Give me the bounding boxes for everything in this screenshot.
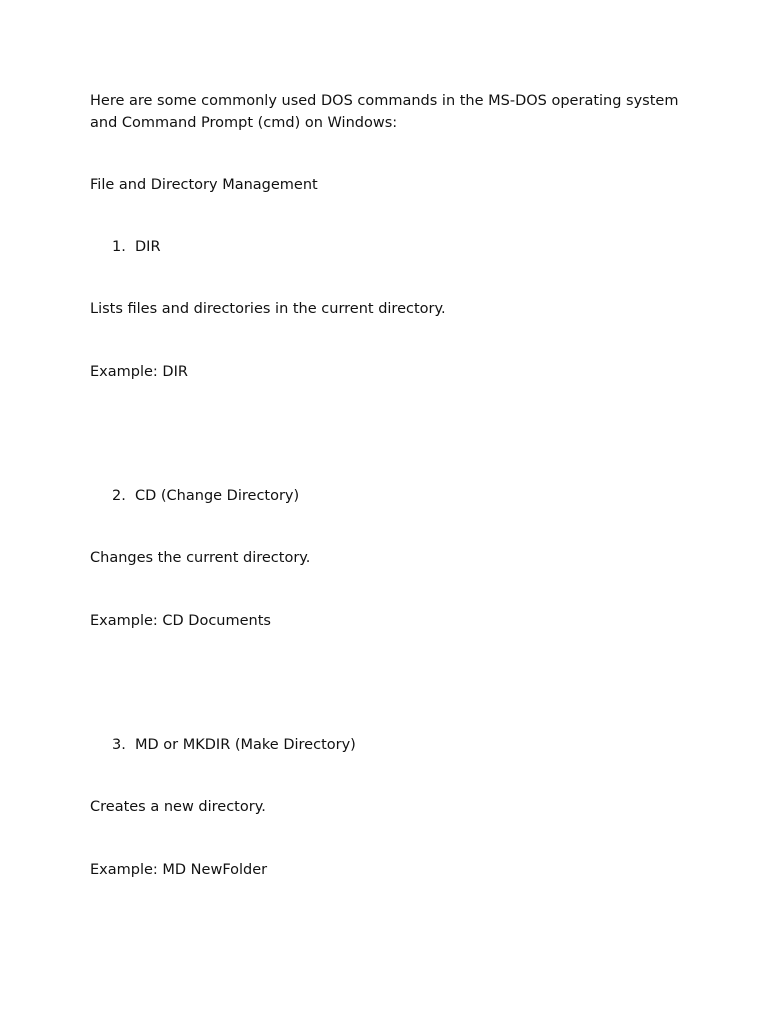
list-number: 3.: [112, 737, 126, 753]
command-description: Lists files and directories in the current directory.: [90, 301, 446, 317]
command-list-item: [112, 734, 356, 756]
command-description: Changes the current directory.: [90, 550, 311, 566]
command-name: CD (Change Directory): [135, 488, 300, 504]
command-list-item: [112, 236, 161, 258]
list-number: 1.: [112, 239, 126, 255]
command-example: Example: DIR: [90, 364, 188, 380]
section-heading: File and Directory Management: [90, 177, 318, 193]
command-list-item: [112, 485, 299, 507]
command-name: MD or MKDIR (Make Directory): [135, 737, 356, 753]
list-number: 2.: [112, 488, 126, 504]
command-example: Example: CD Documents: [90, 613, 271, 629]
command-example: Example: MD NewFolder: [90, 862, 268, 878]
intro-paragraph: Here are some commonly used DOS commands in the MS-DOS operating system and Command Prompt (cmd) on Windows:: [90, 93, 679, 131]
command-name: DIR: [135, 239, 161, 255]
command-description: Creates a new directory.: [90, 799, 266, 815]
